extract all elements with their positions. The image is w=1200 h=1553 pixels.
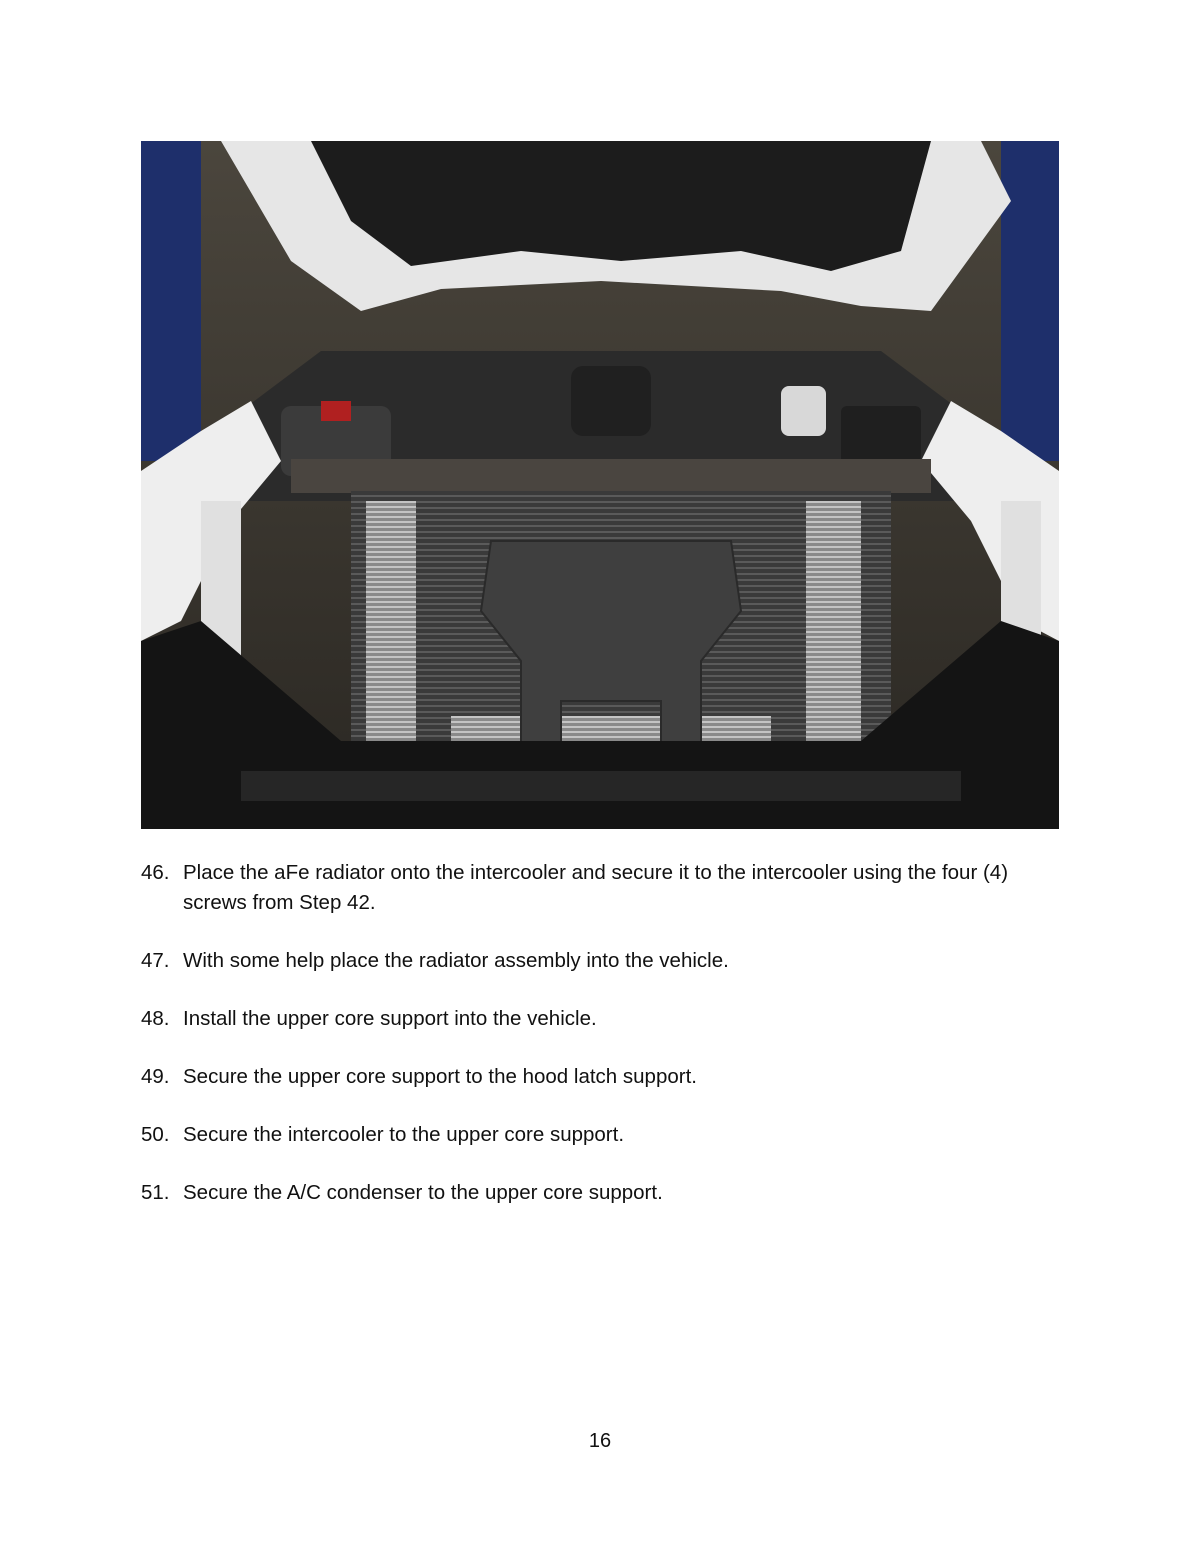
- step-51: [141, 1178, 1061, 1208]
- step-text: Install the upper core support into the vehicle.: [183, 1007, 597, 1030]
- step-number: 46.: [141, 861, 170, 884]
- step-47: [141, 946, 1061, 976]
- page-number: 16: [588, 1430, 612, 1452]
- step-48: [141, 1004, 1061, 1034]
- engine-bay-photo: [141, 141, 1059, 829]
- step-text: Secure the upper core support to the hood latch support.: [183, 1065, 697, 1088]
- step-50: [141, 1120, 1061, 1150]
- step-text: With some help place the radiator assembly into the vehicle.: [183, 949, 729, 972]
- step-49: [141, 1062, 1061, 1092]
- step-text: Place the aFe radiator onto the intercooler and secure it to the intercooler using the four (4) screws from Step 42.: [183, 861, 1009, 914]
- step-number: 48.: [141, 1007, 170, 1030]
- step-number: 47.: [141, 949, 170, 972]
- step-text: Secure the A/C condenser to the upper core support.: [183, 1181, 663, 1204]
- step-number: 50.: [141, 1123, 170, 1146]
- step-46: [141, 858, 1061, 918]
- step-number: 51.: [141, 1181, 170, 1204]
- step-number: 49.: [141, 1065, 170, 1088]
- instruction-steps: [141, 858, 1061, 1236]
- step-text: Secure the intercooler to the upper core support.: [183, 1123, 625, 1146]
